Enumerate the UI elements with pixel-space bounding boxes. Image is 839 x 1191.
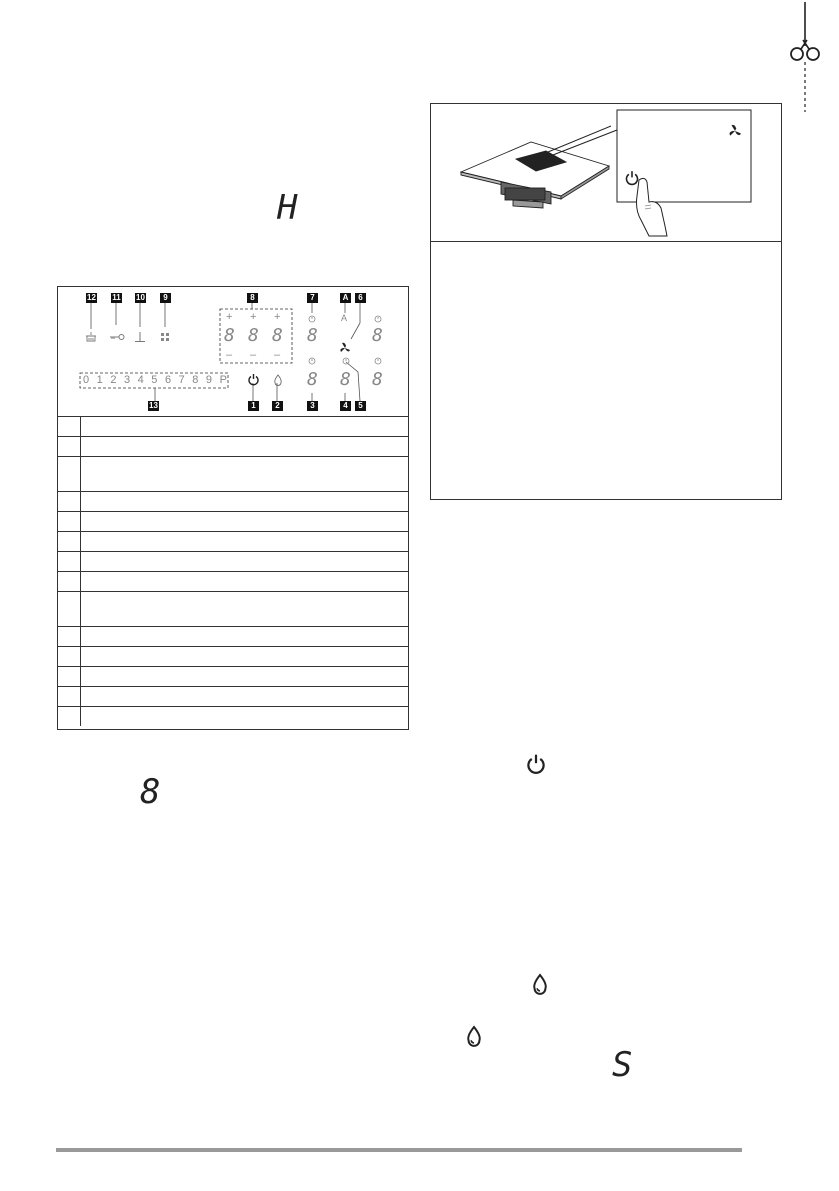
table-row bbox=[58, 627, 408, 647]
callout-leaders bbox=[58, 287, 408, 415]
power-icon bbox=[525, 753, 547, 775]
table-row bbox=[58, 457, 408, 492]
stop-go-icon[interactable] bbox=[134, 331, 146, 343]
plus-2[interactable]: + bbox=[250, 311, 257, 323]
pot-icon[interactable] bbox=[85, 331, 97, 343]
auto-label: A bbox=[341, 313, 348, 323]
power-icon[interactable] bbox=[247, 373, 260, 386]
level-0[interactable]: 0 bbox=[83, 374, 90, 386]
zone-digit-4: 8 bbox=[340, 369, 351, 390]
callout-6: 6 bbox=[355, 293, 366, 303]
callout-2: 2 bbox=[272, 401, 283, 411]
figure-divider bbox=[431, 241, 781, 242]
table-row bbox=[58, 707, 408, 726]
timer-icon[interactable] bbox=[374, 357, 382, 365]
table-row bbox=[58, 687, 408, 707]
key-lock-icon[interactable] bbox=[109, 333, 125, 341]
callout-a: A bbox=[340, 293, 351, 303]
table-row bbox=[58, 592, 408, 627]
level-5[interactable]: 5 bbox=[151, 374, 158, 386]
zone-digit-top-right: 8 bbox=[372, 325, 383, 346]
table-row bbox=[58, 552, 408, 572]
minus-2[interactable]: – bbox=[250, 349, 257, 361]
plus-1[interactable]: + bbox=[226, 311, 233, 323]
callout-13: 13 bbox=[149, 401, 158, 410]
hob-figure bbox=[430, 103, 782, 500]
minus-3[interactable]: – bbox=[274, 349, 281, 361]
bridge-icon[interactable] bbox=[159, 331, 171, 343]
table-row bbox=[58, 417, 408, 437]
table-row bbox=[58, 492, 408, 512]
callout-4: 4 bbox=[340, 401, 351, 411]
level-3[interactable]: 3 bbox=[123, 374, 131, 386]
level-2[interactable]: 2 bbox=[110, 374, 117, 386]
zone-digit-bottom-right: 8 bbox=[372, 369, 383, 390]
level-4[interactable]: 4 bbox=[137, 374, 144, 386]
control-panel-diagram bbox=[57, 286, 409, 730]
table-row bbox=[58, 572, 408, 592]
callout-5: 5 bbox=[355, 401, 366, 411]
timer-icon[interactable] bbox=[308, 357, 316, 365]
timer-icon[interactable] bbox=[308, 315, 316, 323]
footer-rule bbox=[56, 1148, 742, 1152]
timer-icon[interactable] bbox=[374, 315, 382, 323]
callout-10: 10 bbox=[136, 293, 145, 302]
table-row bbox=[58, 667, 408, 687]
callout-8: 8 bbox=[247, 293, 258, 303]
segment-display-8: 8 bbox=[140, 772, 161, 812]
minus-1[interactable]: – bbox=[226, 349, 233, 361]
drop-icon bbox=[465, 1024, 483, 1048]
timer-digit-2: 8 bbox=[248, 325, 259, 346]
drop-icon bbox=[531, 972, 549, 996]
table-row bbox=[58, 512, 408, 532]
callout-12: 12 bbox=[87, 293, 96, 302]
level-7[interactable]: 7 bbox=[178, 374, 185, 386]
level-6[interactable]: 6 bbox=[164, 374, 172, 386]
callout-7: 7 bbox=[307, 293, 318, 303]
scissors-cut-mark bbox=[785, 2, 825, 112]
segment-display-h: H bbox=[277, 188, 298, 228]
legend-table bbox=[58, 416, 408, 726]
finger-icon bbox=[627, 176, 673, 238]
callout-11: 11 bbox=[112, 293, 121, 302]
zone-digit-3: 8 bbox=[307, 369, 318, 390]
level-8[interactable]: 8 bbox=[192, 374, 199, 386]
timer-icon[interactable] bbox=[342, 357, 350, 365]
level-p[interactable]: P bbox=[219, 374, 227, 386]
zone-digit-7: 8 bbox=[307, 325, 318, 346]
fan-icon bbox=[728, 124, 742, 138]
callout-3: 3 bbox=[307, 401, 318, 411]
power-level-scale[interactable] bbox=[83, 374, 227, 386]
drop-icon[interactable] bbox=[273, 374, 283, 386]
table-row bbox=[58, 532, 408, 552]
level-1[interactable]: 1 bbox=[96, 374, 103, 386]
table-row bbox=[58, 647, 408, 667]
callout-1: 1 bbox=[248, 401, 259, 411]
timer-digit-1: 8 bbox=[224, 325, 235, 346]
level-9[interactable]: 9 bbox=[205, 374, 213, 386]
plus-3[interactable]: + bbox=[274, 311, 281, 323]
callout-9: 9 bbox=[160, 293, 171, 303]
table-row bbox=[58, 437, 408, 457]
segment-display-s: S bbox=[612, 1045, 633, 1085]
timer-digit-3: 8 bbox=[272, 325, 283, 346]
fan-icon[interactable] bbox=[339, 342, 351, 354]
